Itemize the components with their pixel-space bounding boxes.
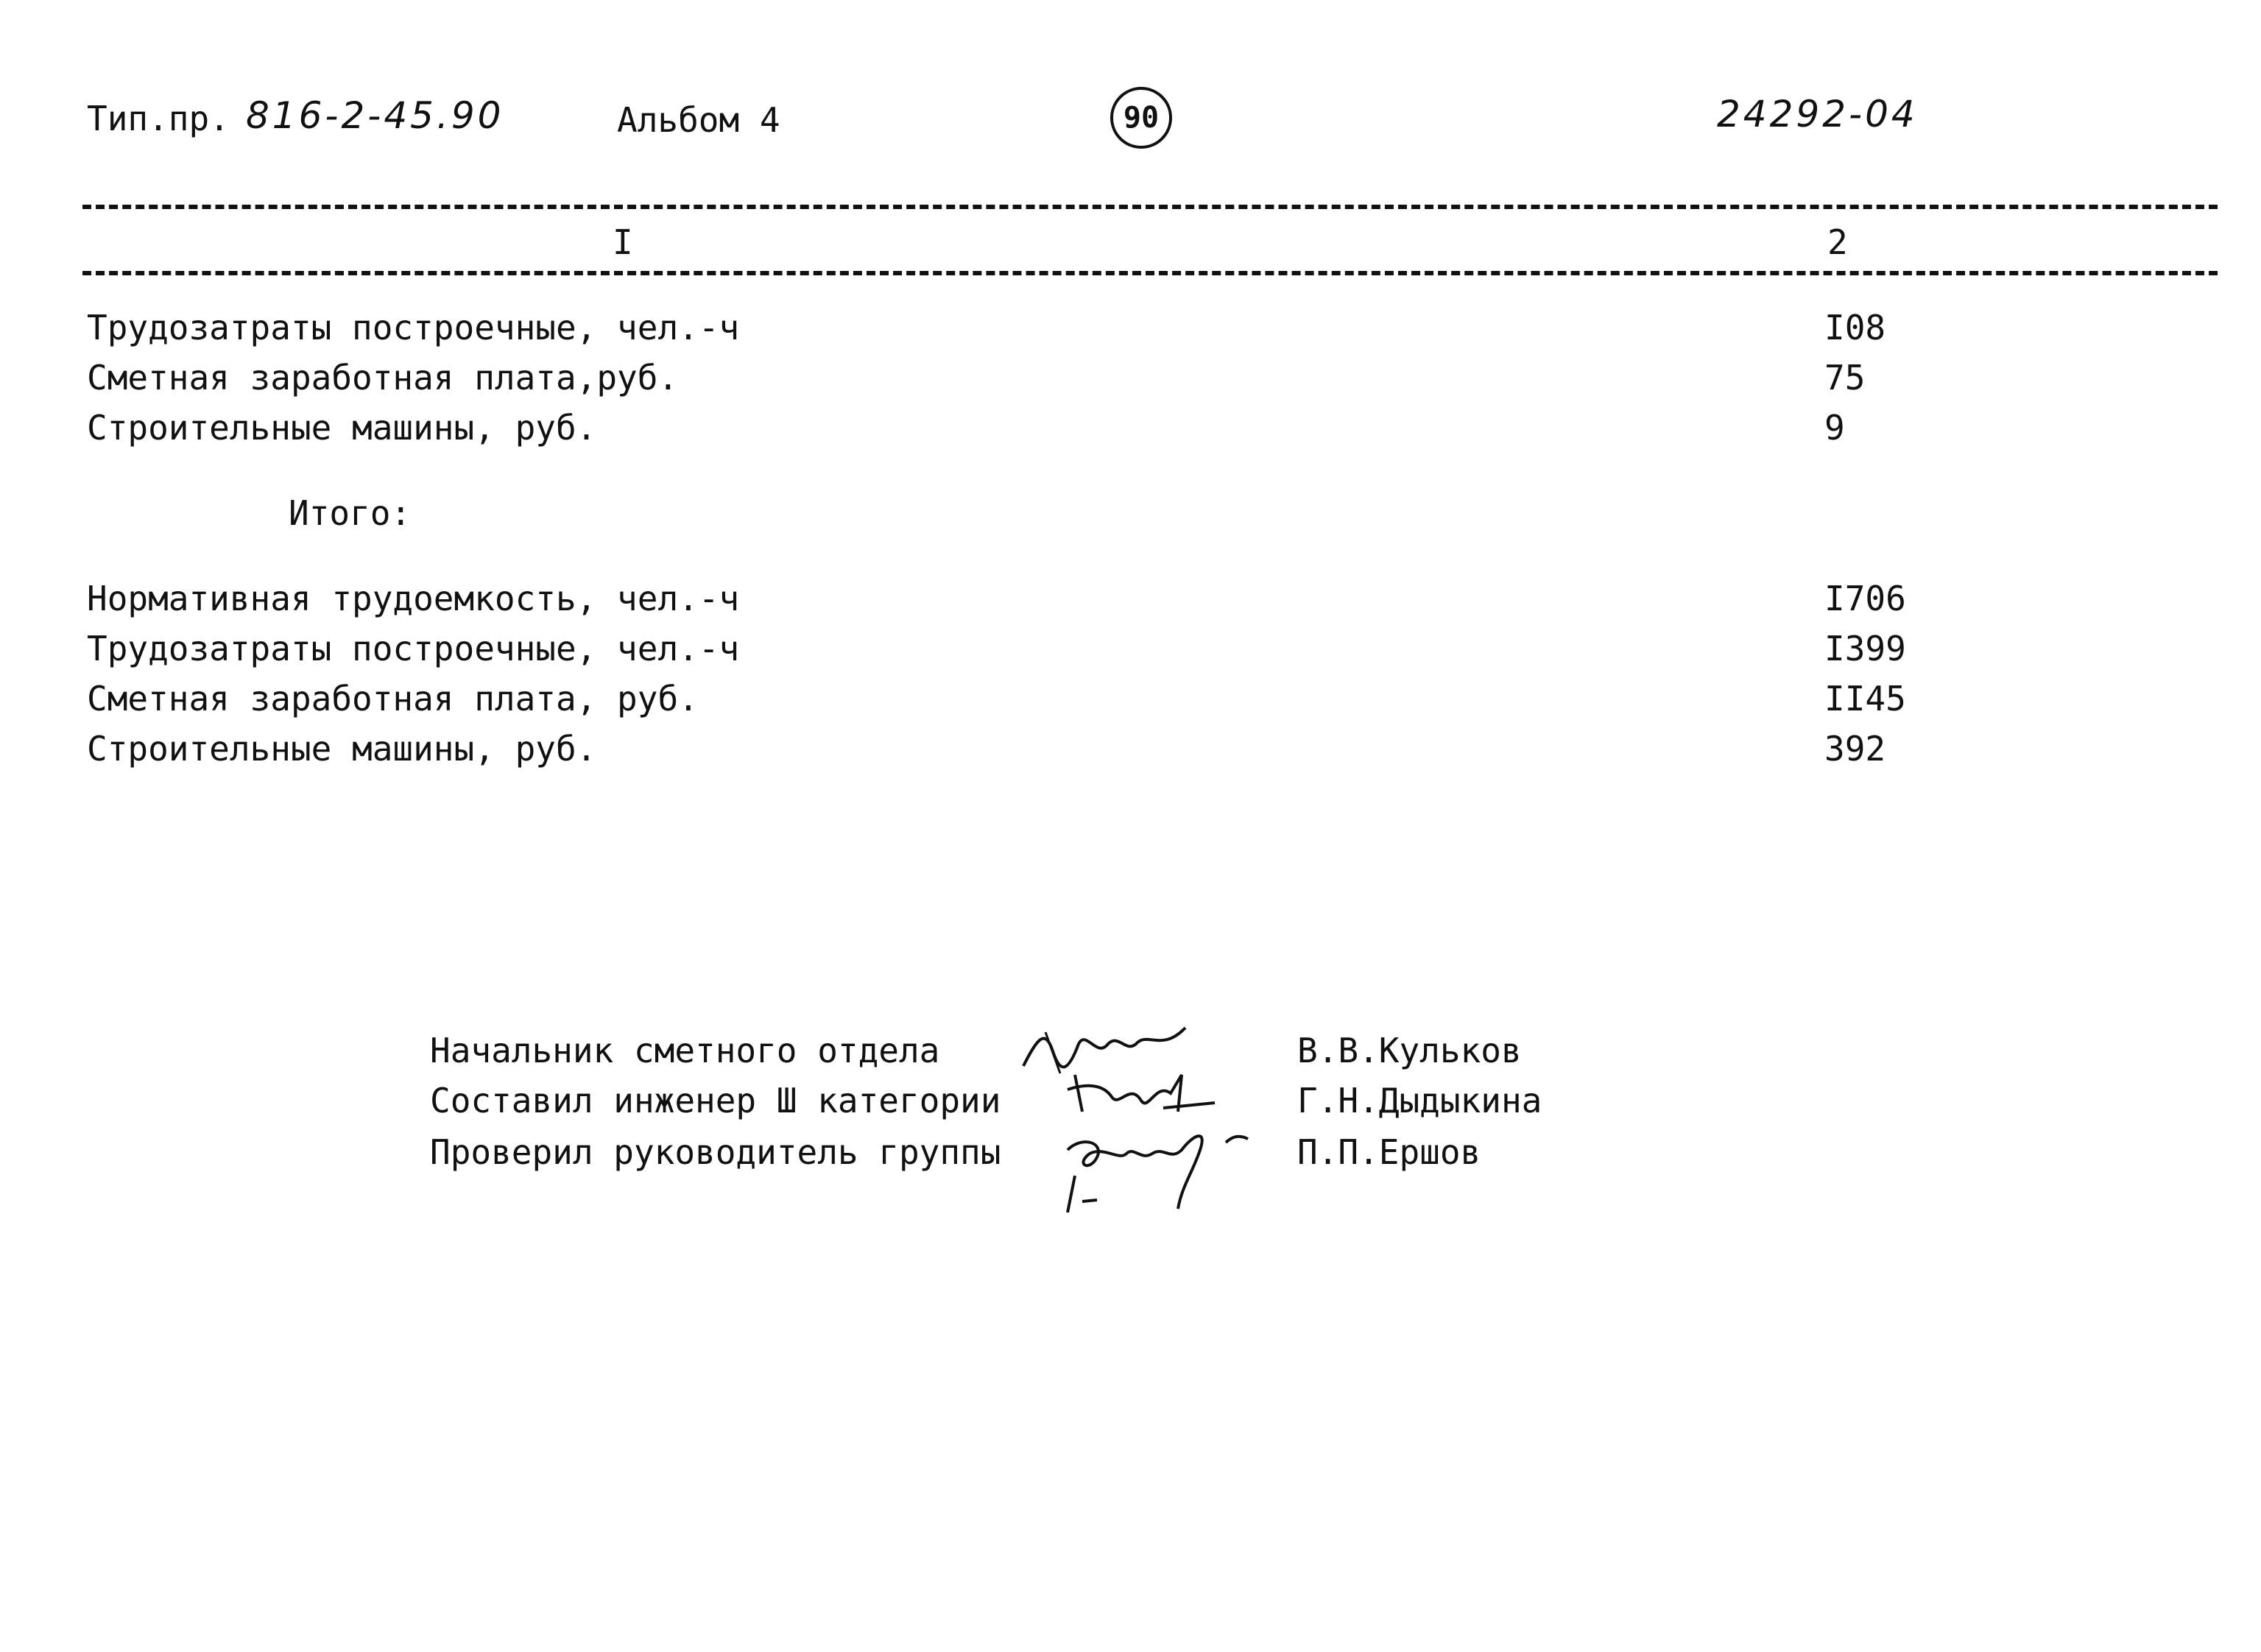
signature-name: В.В.Кульков (1297, 1031, 1522, 1070)
album-label: Альбом 4 (617, 100, 780, 140)
signature-name: П.П.Ершов (1297, 1132, 1481, 1172)
row-value: 392 (1824, 729, 1886, 769)
row-value: I399 (1824, 629, 1906, 668)
document-code: 24292-04 (1717, 93, 1918, 135)
row-label: Строительные машины, руб. (87, 729, 597, 769)
row-label: Сметная заработная плата, руб. (87, 679, 699, 719)
row-label: Трудозатраты построечные, чел.-ч (87, 308, 740, 347)
total-title: Итого: (289, 493, 412, 533)
handwritten-signature-3 (1053, 1120, 1266, 1216)
row-label: Нормативная трудоемкость, чел.-ч (87, 579, 740, 618)
row-label: Сметная заработная плата,руб. (87, 358, 679, 398)
page-number: 90 (1123, 101, 1160, 135)
row-label: Строительные машины, руб. (87, 408, 597, 448)
row-value: I706 (1824, 579, 1906, 618)
row-value: I08 (1824, 308, 1886, 347)
signature-role: Начальник сметного отдела (430, 1031, 940, 1070)
row-value: II45 (1824, 679, 1906, 719)
row-value: 9 (1824, 408, 1845, 448)
type-project-prefix: Тип.пр. (87, 99, 230, 138)
signature-role: Составил инженер Ш категории (430, 1081, 1001, 1120)
handwritten-signature-2 (1060, 1067, 1222, 1126)
row-label: Трудозатраты построечные, чел.-ч (87, 629, 740, 668)
signature-role: Проверил руководитель группы (430, 1132, 1001, 1172)
signature-name: Г.Н.Дыдыкина (1297, 1081, 1542, 1120)
table-top-rule (82, 205, 2218, 209)
table-header-rule (82, 271, 2218, 275)
row-value: 75 (1824, 358, 1866, 398)
column-1-header: I (613, 222, 633, 262)
column-2-header: 2 (1827, 222, 1848, 262)
type-project-number: 816-2-45.90 (246, 94, 504, 137)
page-number-badge (1110, 87, 1172, 149)
